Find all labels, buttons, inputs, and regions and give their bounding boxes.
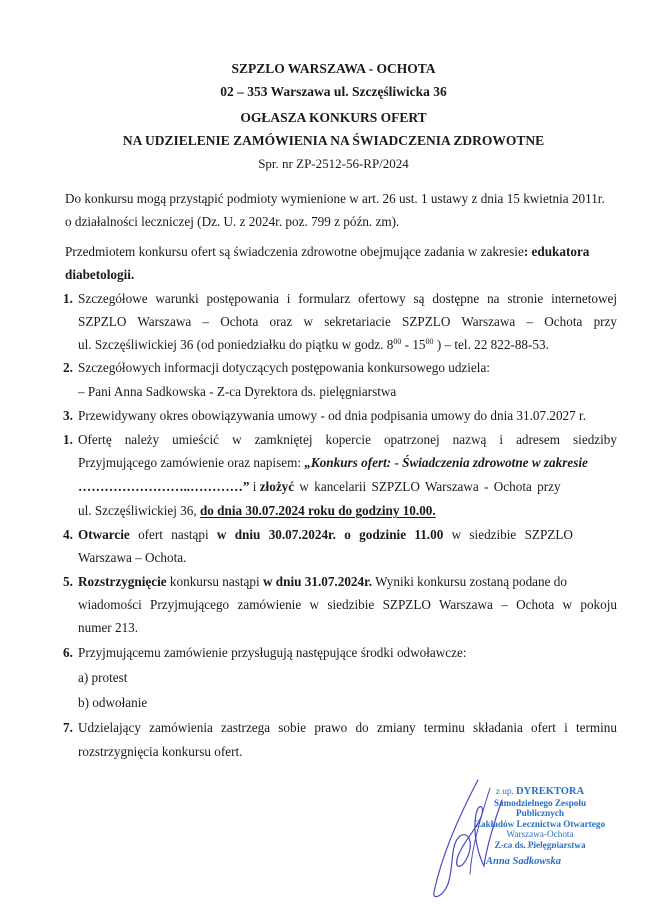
item-1-line-1: Szczegółowe warunki postępowania i formularz ofertowy są dostępne na stronie internetowej bbox=[78, 291, 617, 306]
submission-line-2 bbox=[78, 455, 617, 471]
subject-paragraph bbox=[65, 244, 618, 260]
stamp-line-4: Warszawa-Ochota bbox=[506, 829, 574, 839]
announcement-subject: NA UDZIELENIE ZAMÓWIENIA NA ŚWIADCZENIA ZDROWOTNE bbox=[122, 133, 545, 148]
announcement-title: OGŁASZA KONKURS OFERT bbox=[240, 110, 427, 125]
item-number: 5. bbox=[63, 574, 73, 589]
item-5-line-3: numer 213. bbox=[78, 620, 139, 635]
resolution-date: w dniu 31.07.2024r. bbox=[262, 574, 373, 589]
phone-text: ) – tel. 22 822-88-53. bbox=[433, 337, 549, 352]
stamp-text: z up. bbox=[495, 786, 517, 796]
subject-scope-cont: diabetologii. bbox=[65, 267, 135, 282]
submission-text: w kancelarii SZPZLO Warszawa - Ochota przy bbox=[294, 479, 561, 494]
resolution-text: Wyniki konkursu zostaną podane do bbox=[372, 574, 567, 589]
resolution-text: konkursu nastąpi bbox=[166, 574, 263, 589]
item-1-line-3 bbox=[78, 337, 549, 353]
item-number: 2. bbox=[63, 360, 73, 375]
intro-line-1: Do konkursu mogą przystąpić podmioty wymienione w art. 26 ust. 1 ustawy z dnia 15 kwietnia 2011r. bbox=[65, 191, 605, 206]
organization-address: 02 – 353 Warszawa ul. Szczęśliwicka 36 bbox=[220, 84, 447, 99]
handwritten-signature-icon bbox=[420, 774, 530, 904]
item-6-line-1: Przyjmującemu zamówienie przysługują następujące środki odwoławcze: bbox=[78, 645, 467, 660]
hour-superscript: 00 bbox=[425, 337, 434, 346]
stamp-line-3: Zakładów Lecznictwa Otwartego bbox=[474, 818, 606, 829]
envelope-label: „Konkurs ofert: - Świadczenia zdrowotne w zakresie bbox=[304, 455, 588, 470]
opening-text: ofert nastąpi bbox=[129, 527, 217, 542]
submission-line-1: Ofertę należy umieścić w zamkniętej kopercie opatrzonej nazwą i adresem siedziby bbox=[78, 432, 617, 447]
subject-scope: : edukatora bbox=[523, 244, 590, 259]
hour-superscript: 00 bbox=[393, 337, 402, 346]
submit-verb: złożyć bbox=[259, 479, 295, 494]
remedy-protest: a) protest bbox=[78, 670, 128, 685]
remedy-appeal: b) odwołanie bbox=[78, 695, 148, 710]
office-hours-text: - 15 bbox=[401, 337, 426, 352]
stamp-line-2: Samodzielnego Zespołu Publicznych bbox=[493, 797, 587, 818]
contact-person: – Pani Anna Sadkowska - Z-ca Dyrektora ds. pielęgniarstwa bbox=[78, 384, 397, 399]
item-number: 1. bbox=[63, 432, 73, 447]
submission-text: ul. Szczęśliwickiej 36, bbox=[78, 503, 200, 518]
organization-name: SZPZLO WARSZAWA - OCHOTA bbox=[231, 61, 436, 76]
opening-label: Otwarcie bbox=[78, 527, 130, 542]
item-number: 7. bbox=[63, 720, 73, 735]
envelope-label-dots: ……………………..…………” bbox=[78, 479, 250, 494]
subject-text: Przedmiotem konkursu ofert są świadczenia zdrowotne obejmujące zadania w zakresie bbox=[65, 244, 524, 259]
office-hours-text: ul. Szczęśliwickiej 36 (od poniedziałku do piątku w godz. 8 bbox=[78, 337, 394, 352]
item-3-line-1: Przewidywany okres obowiązywania umowy - od dnia podpisania umowy do dnia 31.07.2027 r. bbox=[78, 408, 586, 423]
item-number: 1. bbox=[63, 291, 73, 306]
item-number: 3. bbox=[63, 408, 73, 423]
submission-line-3 bbox=[78, 479, 617, 495]
item-4-line-1 bbox=[78, 527, 617, 543]
intro-line-2: o działalności leczniczej (Dz. U. z 2024r. poz. 799 z późn. zm). bbox=[65, 214, 400, 229]
item-1-line-2: SZPZLO Warszawa – Ochota oraz w sekretariacie SZPZLO Warszawa – Ochota przy bbox=[78, 314, 617, 329]
case-number: Spr. nr ZP-2512-56-RP/2024 bbox=[258, 156, 409, 171]
resolution-label: Rozstrzygnięcie bbox=[78, 574, 167, 589]
item-2-line-1: Szczegółowych informacji dotyczących postępowania konkursowego udziela: bbox=[78, 360, 490, 375]
signatory-name: Anna Sadkowska bbox=[486, 856, 561, 867]
stamp-title: DYREKTORA bbox=[516, 786, 585, 797]
stamp-line-5: Z-ca ds. Pielęgniarstwa bbox=[494, 839, 586, 850]
item-5-line-2: wiadomości Przyjmującego zamówienie w siedzibie SZPZLO Warszawa – Ochota w pokoju bbox=[78, 597, 617, 612]
opening-date: w dniu 30.07.2024r. o godzinie 11.00 bbox=[216, 527, 444, 542]
submission-text: i bbox=[249, 479, 260, 494]
item-4-line-2: Warszawa – Ochota. bbox=[78, 550, 187, 565]
submission-line-4 bbox=[78, 503, 436, 519]
submission-text: Przyjmującego zamówienie oraz napisem: bbox=[78, 455, 305, 470]
item-5-line-1 bbox=[78, 574, 617, 590]
item-7-line-2: rozstrzygnięcia konkursu ofert. bbox=[78, 744, 243, 759]
item-number: 4. bbox=[63, 527, 73, 542]
opening-text: w siedzibie SZPZLO bbox=[443, 527, 573, 542]
item-number: 6. bbox=[63, 645, 73, 660]
submission-deadline: do dnia 30.07.2024 roku do godziny 10.00. bbox=[199, 503, 436, 518]
item-7-line-1: Udzielający zamówienia zastrzega sobie prawo do zmiany terminu składania ofert i terminu bbox=[78, 720, 617, 735]
